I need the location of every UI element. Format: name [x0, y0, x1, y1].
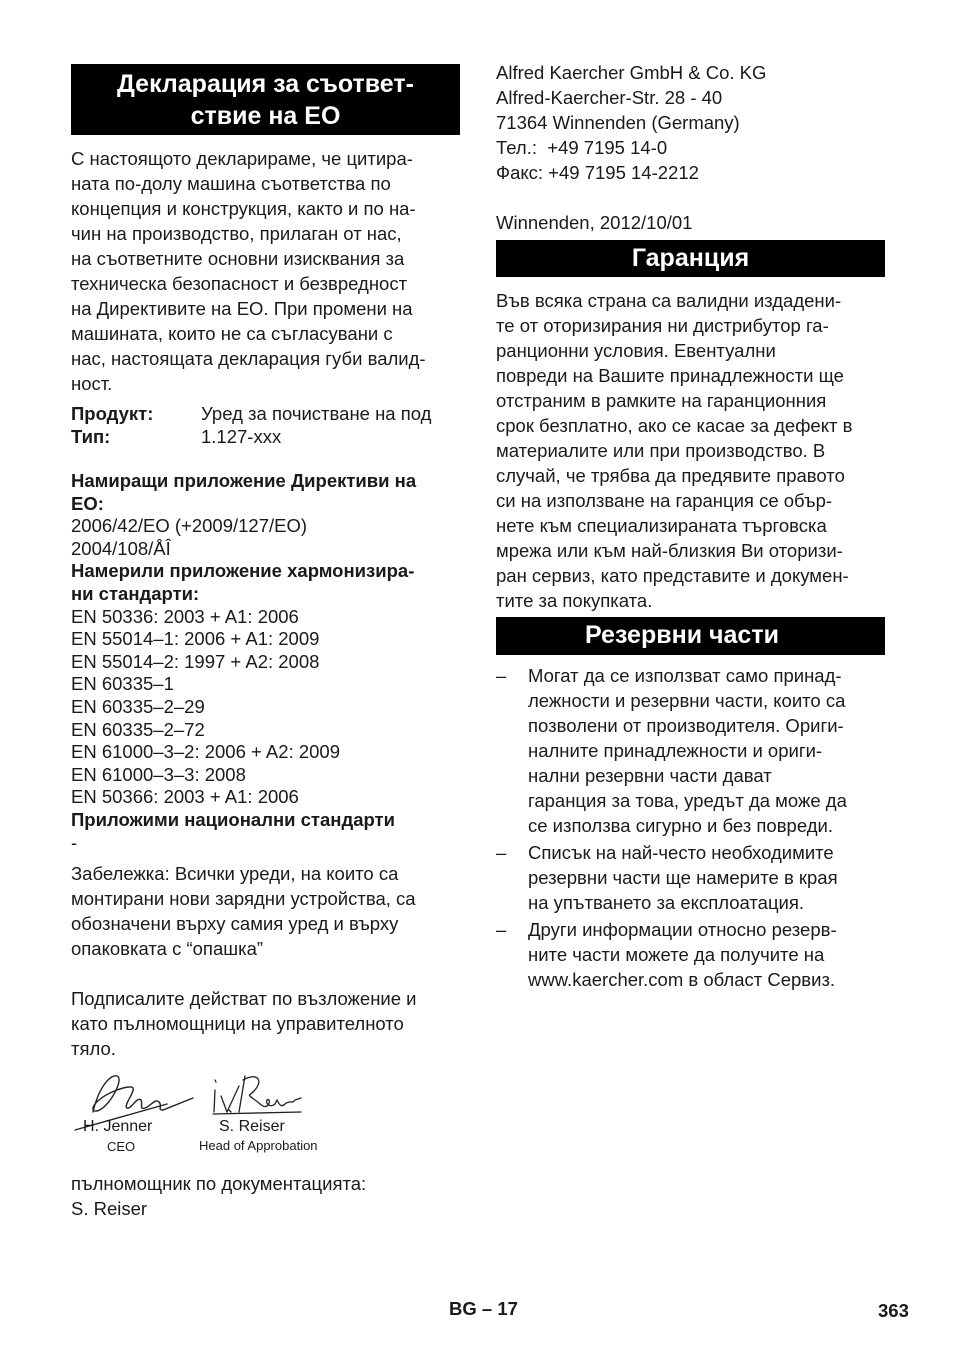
warranty-line: нете към специализираната търговска [496, 515, 827, 536]
warranty-line: материалите или при производство. В [496, 440, 826, 461]
directive-item: 2004/108/ÅÎ [71, 537, 171, 559]
product-value: Уред за почистване на под [201, 403, 432, 424]
place-date: Winnenden, 2012/10/01 [496, 212, 693, 233]
bullet-line: позволени от производителя. Ориги- [528, 715, 844, 736]
address-line: 71364 Winnenden (Germany) [496, 112, 740, 133]
intro-line: ност. [71, 373, 113, 394]
signature-reiser [209, 1070, 305, 1116]
standard-item: EN 55014–1: 2006 + A1: 2009 [71, 628, 320, 650]
standard-item: EN 61000–3–2: 2006 + A2: 2009 [71, 741, 340, 763]
standard-item: EN 61000–3–3: 2008 [71, 763, 246, 785]
warranty-line: Във всяка страна са валидни издадени- [496, 290, 842, 311]
spare-parts-list [496, 663, 896, 992]
footer-lang-page: BG – 17 [449, 1298, 518, 1319]
product-label: Продукт: [71, 403, 154, 424]
bullet-line: Могат да се използват само принад- [528, 665, 842, 686]
note-line: Забележка: Всички уреди, на които са [71, 863, 399, 884]
bullet-line: лежности и резервни части, които са [528, 690, 846, 711]
bullet-text [528, 917, 837, 992]
bullet-line: www.kaercher.com в област Сервиз. [528, 969, 836, 990]
standard-item: EN 60335–1 [71, 673, 174, 695]
intro-line: ната по-долу машина съответства по [71, 173, 391, 194]
bullet-line: гаранция за това, уредът да може да [528, 790, 847, 811]
type-row [71, 425, 471, 448]
bullet-line: Други информации относно резерв- [528, 919, 837, 940]
warranty-line: ран сервиз, като представите и докумен- [496, 565, 849, 586]
bullet-text [528, 840, 838, 915]
spare-parts-item [496, 917, 896, 992]
directives-heading: Намиращи приложение Директиви на [71, 470, 417, 491]
standard-item: EN 50366: 2003 + A1: 2006 [71, 786, 299, 808]
address-line: Тел.: +49 7195 14-0 [496, 137, 668, 158]
bullet-line: Списък на най-често необходимите [528, 842, 834, 863]
note-block [71, 861, 471, 961]
bullet-line: резервни части ще намерите в края [528, 867, 838, 888]
bullet-dash: – [496, 665, 507, 686]
note-line: обозначени върху самия уред и върху [71, 913, 399, 934]
signature1-title: CEO [107, 1139, 136, 1154]
warranty-line: случай, че трябва да предявите правото [496, 465, 845, 486]
doc-rep-name: S. Reiser [71, 1198, 148, 1219]
bullet-line: налните принадлежности и ориги- [528, 740, 823, 761]
declaration-heading-line2: ствие на ЕО [190, 102, 341, 130]
national-standards-value: - [71, 831, 78, 853]
declaration-heading-line1: Декларация за съответ- [117, 70, 414, 98]
spare-parts-item [496, 840, 896, 915]
signature1-name: H. Jenner [83, 1118, 153, 1135]
note-line: опаковката с “опашка” [71, 938, 264, 959]
intro-line: С настоящото декларираме, че цитира- [71, 148, 413, 169]
standard-item: EN 60335–2–29 [71, 695, 205, 717]
standard-item: EN 50336: 2003 + A1: 2006 [71, 605, 299, 627]
intro-line: концепция и конструкция, както и по на- [71, 198, 416, 219]
national-standards-heading: Приложими национални стандарти [71, 808, 395, 830]
warranty-line: ранционни условия. Евентуални [496, 340, 776, 361]
doc-rep-label: пълномощник по документацията: [71, 1173, 367, 1194]
type-value: 1.127-xxx [201, 426, 282, 447]
product-row [71, 402, 471, 425]
standards-heading: ни стандарти: [71, 582, 200, 604]
signatories-line: като пълномощници на управителното [71, 1013, 404, 1034]
bullet-line: ните части можете да получите на [528, 944, 825, 965]
intro-line: нас, настоящата декларация губи валид- [71, 348, 426, 369]
directives-block [71, 470, 471, 854]
product-info [71, 402, 471, 448]
signatories-line: Подписалите действат по възложение и [71, 988, 417, 1009]
warranty-line: си на използване на гаранция се обър- [496, 490, 833, 511]
spare-parts-heading: Резервни части [496, 617, 885, 655]
signature2-name: S. Reiser [219, 1118, 285, 1135]
address-line: Alfred-Kaercher-Str. 28 - 40 [496, 87, 723, 108]
type-label: Тип: [71, 426, 111, 447]
bullet-line: нални резервни части дават [528, 765, 772, 786]
note-line: монтирани нови зарядни устройства, са [71, 888, 416, 909]
declaration-heading [71, 64, 460, 135]
warranty-line: те от оторизирания ни дистрибутор га- [496, 315, 829, 336]
bullet-text [528, 663, 847, 838]
spare-parts-item [496, 663, 896, 838]
warranty-line: тите за покупката. [496, 590, 653, 611]
standard-item: EN 55014–2: 1997 + A2: 2008 [71, 650, 320, 672]
intro-line: машината, които не са съгласувани с [71, 323, 393, 344]
signatories-line: тяло. [71, 1038, 116, 1059]
declaration-intro [71, 146, 471, 396]
signature2-title: Head of Approbation [199, 1138, 318, 1153]
documentation-representative [71, 1171, 471, 1221]
standards-heading: Намерили приложение хармонизира- [71, 560, 415, 582]
bullet-dash: – [496, 842, 507, 863]
bullet-line: се използва сигурно и без повреди. [528, 815, 833, 836]
intro-line: чин на производство, прилаган от нас, [71, 223, 402, 244]
bullet-dash: – [496, 919, 507, 940]
address-line: Факс: +49 7195 14-2212 [496, 162, 699, 183]
address-line: Alfred Kaercher GmbH & Co. KG [496, 62, 767, 83]
company-address [496, 60, 896, 185]
warranty-line: отстраним в рамките на гаранционния [496, 390, 827, 411]
intro-line: техническа безопасност и безвредност [71, 273, 408, 294]
warranty-line: мрежа или към най-близкия Ви оторизи- [496, 540, 843, 561]
warranty-line: срок безплатно, ако се касае за дефект в [496, 415, 853, 436]
intro-line: на съответните основни изисквания за [71, 248, 405, 269]
signatories-block [71, 986, 471, 1061]
warranty-heading: Гаранция [496, 240, 885, 277]
warranty-line: повреди на Вашите принадлежности ще [496, 365, 844, 386]
bullet-line: на упътването за експлоатация. [528, 892, 805, 913]
warranty-text [496, 288, 896, 613]
directive-item: 2006/42/ЕО (+2009/127/ЕО) [71, 515, 308, 537]
intro-line: на Директивите на ЕО. При промени на [71, 298, 413, 319]
standard-item: EN 60335–2–72 [71, 718, 205, 740]
directives-heading: ЕО: [71, 492, 104, 514]
footer-page-number: 363 [878, 1300, 909, 1321]
